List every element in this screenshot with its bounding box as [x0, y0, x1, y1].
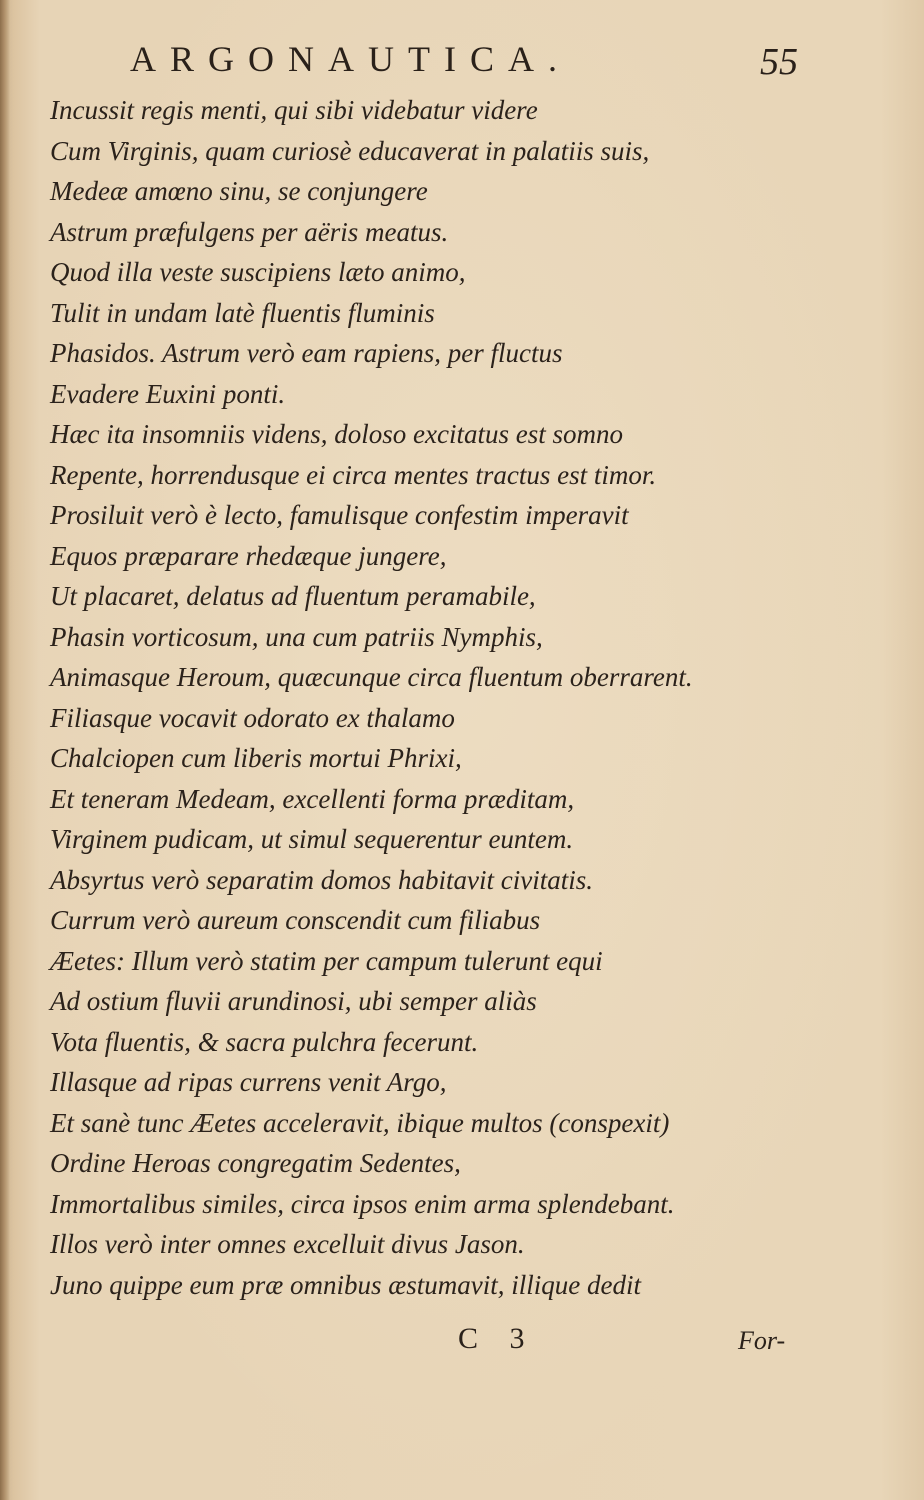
text-line: Vota fluentis, & sacra pulchra fecerunt. — [50, 1026, 479, 1057]
text-line: Quod illa veste suscipiens læto animo, — [50, 257, 466, 287]
text-line: Currum verò aureum conscendit cum filiabus — [50, 905, 541, 935]
text-line: Incussit regis menti, qui sibi videbatur videre — [50, 95, 538, 125]
text-line: Juno quippe eum præ omnibus æstumavit, illique dedit — [50, 1269, 641, 1300]
text-line: Hæc ita insomniis videns, doloso excitatus est somno — [50, 419, 623, 449]
running-head: ARGONAUTICA. — [130, 39, 571, 79]
text-line: Phasin vorticosum, una cum patriis Nymphis, — [50, 621, 543, 652]
text-line: Et teneram Medeam, excellenti forma præditam, — [50, 783, 575, 814]
text-line: Ad ostium fluvii arundinosi, ubi semper aliàs — [50, 986, 537, 1016]
text-line: Evadere Euxini ponti. — [50, 378, 286, 409]
text-line: Astrum præfulgens per aëris meatus. — [50, 216, 449, 247]
text-line: Chalciopen cum liberis mortui Phrixi, — [50, 743, 462, 773]
text-line: Ordine Heroas congregatim Sedentes, — [50, 1148, 461, 1178]
text-line: Equos præparare rhedæque jungere, — [50, 540, 447, 571]
text-line: Ut placaret, delatus ad fluentum peramabile, — [50, 581, 536, 611]
text-line: Illasque ad ripas currens venit Argo, — [50, 1067, 447, 1097]
signature-mark: C 3 — [458, 1322, 537, 1355]
text-line: Medeæ amœno sinu, se conjungere — [50, 176, 428, 206]
catchword: For- — [738, 1326, 786, 1355]
text-line: Tulit in undam latè fluentis fluminis — [50, 297, 435, 328]
text-line: Illos verò inter omnes excelluit divus Jason. — [50, 1229, 525, 1259]
verse-text-block — [50, 90, 870, 1305]
text-line: Virginem pudicam, ut simul sequerentur euntem. — [50, 824, 574, 854]
text-line: Repente, horrendusque ei circa mentes tractus est timor. — [50, 459, 657, 490]
text-line: Phasidos. Astrum verò eam rapiens, per fluctus — [50, 338, 563, 368]
page-number: 55 — [760, 41, 798, 83]
text-line: Æetes: Illum verò statim per campum tulerunt equi — [50, 945, 603, 976]
text-line: Filiasque vocavit odorato ex thalamo — [50, 702, 455, 733]
text-line: Et sanè tunc Æetes acceleravit, ibique multos (conspexit) — [50, 1107, 670, 1138]
page-gutter-shadow — [0, 0, 10, 1500]
text-line: Immortalibus similes, circa ipsos enim arma splendebant. — [50, 1188, 675, 1219]
text-line: Absyrtus verò separatim domos habitavit civitatis. — [50, 864, 593, 895]
text-line: Animasque Heroum, quæcunque circa fluentum oberrarent. — [50, 662, 693, 692]
text-line: Prosiluit verò è lecto, famulisque confestim imperavit — [50, 500, 629, 530]
text-line: Cum Virginis, quam curiosè educaverat in palatiis suis, — [50, 135, 650, 166]
